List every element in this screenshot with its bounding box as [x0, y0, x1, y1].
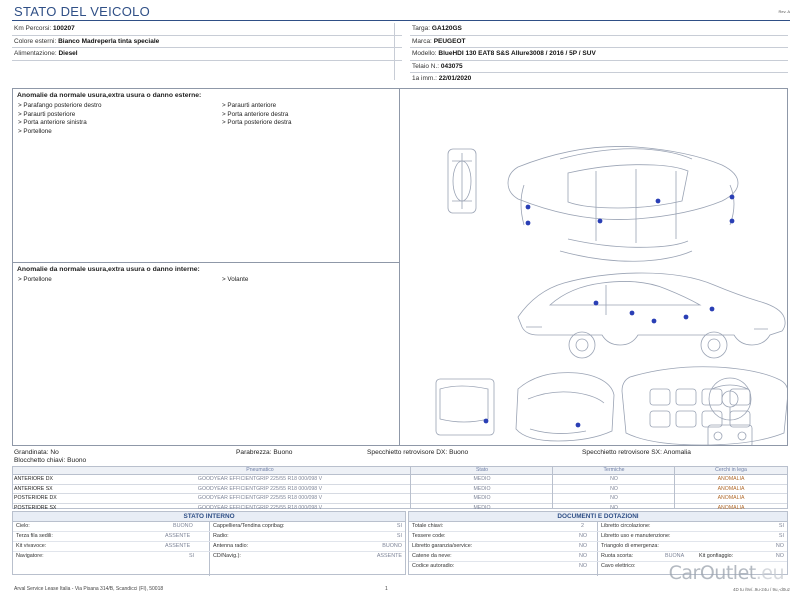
- info-label: 1a imm.:: [412, 75, 437, 82]
- footer-code: 4D tu /9v/..9u-24u / 9u,-d0uz: [732, 587, 790, 592]
- parabrezza-field: [236, 449, 292, 456]
- internal-anomalies-section: [12, 262, 400, 446]
- tyre-description: GOODYEAR EFFICIENTGRIP 225/55 R18 000/098 V: [197, 476, 323, 482]
- specchietto-dx-field: [367, 449, 468, 456]
- grandinata-label: Grandinata:: [14, 449, 49, 456]
- field-value: BUONO: [382, 543, 402, 549]
- info-row: [12, 23, 402, 36]
- field-label: Codice autoradio:: [412, 563, 455, 569]
- field-label: Kit gonfiaggio:: [699, 553, 734, 559]
- info-label: Modello:: [412, 50, 437, 57]
- field-label: Antenna radio:: [213, 543, 249, 549]
- field-value: SI: [396, 533, 402, 539]
- list-item: > Volante: [222, 276, 249, 283]
- blocchetto-label: Blocchetto chiavi:: [14, 457, 66, 464]
- field-value: ASSENTE: [376, 553, 402, 559]
- field-label: Tessere code:: [412, 533, 446, 539]
- field-value: NO: [775, 553, 784, 559]
- header-divider: [12, 20, 790, 21]
- table-row: [409, 532, 787, 542]
- field-value: ASSENTE: [165, 533, 191, 539]
- field-value: SI: [778, 533, 784, 539]
- vehicle-info: [12, 23, 788, 80]
- tyre-position: ANTERIORE SX: [14, 485, 53, 492]
- field-label: Cavo elettrico:: [601, 563, 636, 569]
- field-value: BUONO: [173, 523, 193, 529]
- field-label: Libretto garanzia/service:: [412, 543, 473, 549]
- col-header-termiche: Termiche: [603, 467, 625, 473]
- parabrezza-value: Buono: [273, 449, 293, 456]
- tyre-col-divider: [552, 466, 553, 509]
- info-label: Telaio N.:: [412, 62, 440, 70]
- list-item: > Porta anteriore sinistra: [18, 119, 87, 127]
- info-value: 043075: [440, 62, 463, 70]
- list-item: > Portellone: [18, 276, 52, 283]
- external-anomalies-col2: [222, 102, 402, 128]
- info-label: Km Percorsi:: [14, 25, 52, 32]
- table-row: [12, 485, 788, 495]
- specchietto-dx-label: Specchietto retrovisore DX:: [367, 449, 448, 456]
- list-item: > Paraurti posteriore: [18, 110, 76, 118]
- tyre-termiche: NO: [610, 504, 618, 511]
- tyre-stato: MEDIO: [473, 476, 491, 482]
- info-label: Targa:: [412, 25, 431, 32]
- table-row: [409, 522, 787, 532]
- table-row: [409, 542, 787, 552]
- tyre-cerchi: ANOMALIA: [717, 476, 745, 482]
- external-anomalies-section: [12, 88, 400, 262]
- field-label: Libretto circolazione:: [601, 523, 651, 529]
- field-label: Triangolo di emergenza:: [601, 543, 659, 549]
- info-value: 100207: [53, 25, 75, 32]
- list-item: > Porta posteriore destra: [222, 119, 292, 127]
- tyre-cerchi: ANOMALIA: [717, 504, 745, 511]
- tyre-header-row: [12, 466, 788, 475]
- revision-tag: Rev. A: [778, 9, 790, 14]
- internal-anomalies-col1: [18, 276, 208, 285]
- field-value: NO: [579, 533, 588, 539]
- tyre-cerchi: ANOMALIA: [717, 485, 745, 492]
- field-label: Radio:: [213, 533, 229, 539]
- field-value: NO: [579, 563, 588, 569]
- list-item: > Parafango posteriore destro: [18, 102, 102, 109]
- field-label: Navigatore:: [16, 553, 44, 559]
- tyre-cerchi: ANOMALIA: [717, 495, 745, 502]
- parabrezza-label: Parabrezza:: [236, 449, 272, 456]
- table-row: [12, 494, 788, 504]
- info-value: Diesel: [58, 50, 78, 57]
- footer-company: Arval Service Lease Italia - Via Pisana 314/B, Scandicci (FI), 50018: [14, 586, 164, 592]
- info-label: Alimentazione:: [14, 50, 57, 57]
- info-value: Bianco Madreperla tinta speciale: [58, 37, 160, 45]
- field-label: Ruota scorta:: [601, 553, 634, 559]
- field-value: NO: [579, 553, 588, 559]
- info-row: [12, 48, 402, 61]
- tyre-position: POSTERIORE SX: [14, 504, 57, 511]
- tyre-position: ANTERIORE DX: [14, 476, 53, 482]
- info-label: Marca:: [412, 37, 432, 45]
- field-label: Kit vivavoce:: [16, 543, 47, 549]
- field-value: SI: [396, 523, 402, 529]
- external-anomalies-col1: [18, 102, 208, 136]
- list-item: > Portellone: [18, 127, 52, 135]
- field-value: NO: [579, 543, 588, 549]
- field-label: CD/Navig.):: [213, 553, 241, 559]
- field-label: Totale chiavi:: [412, 523, 444, 529]
- tyre-description: GOODYEAR EFFICIENTGRIP 225/55 R18 000/098 V: [197, 504, 323, 511]
- tyre-stato: MEDIO: [473, 495, 491, 502]
- specchietto-sx-value: Anomalia: [663, 449, 691, 456]
- page-title: STATO DEL VEICOLO: [14, 4, 151, 19]
- field-value: 2: [581, 523, 584, 529]
- blocchetto-value: Buono: [67, 457, 87, 464]
- info-value: GA120GS: [431, 25, 462, 32]
- table-row: [409, 552, 787, 562]
- table-row: [13, 522, 405, 532]
- internal-anomalies-col2: [222, 276, 402, 285]
- list-item: > Porta anteriore destra: [222, 110, 289, 118]
- table-row: [13, 532, 405, 542]
- info-row: [410, 23, 788, 36]
- info-value: 22/01/2020: [438, 75, 472, 82]
- damage-markers: [484, 195, 735, 428]
- tyre-col-divider: [674, 466, 675, 509]
- list-item: > Paraurti anteriore: [222, 102, 277, 109]
- tyre-col-divider: [410, 466, 411, 509]
- info-label: Colore esterni:: [14, 37, 57, 45]
- tyre-stato: MEDIO: [473, 504, 491, 511]
- tyre-description: GOODYEAR EFFICIENTGRIP 225/55 R18 000/098 V: [197, 485, 323, 492]
- field-value: BUONA: [665, 553, 685, 559]
- watermark: [669, 562, 784, 584]
- footer-page-number: 1: [385, 586, 388, 592]
- field-label: Cielo:: [16, 523, 30, 529]
- specchietto-dx-value: Buono: [449, 449, 469, 456]
- tyre-termiche: NO: [610, 495, 618, 502]
- tyre-description: GOODYEAR EFFICIENTGRIP 225/55 R18 000/098 V: [197, 495, 323, 502]
- tyre-termiche: NO: [610, 476, 618, 482]
- vehicle-diagram: [400, 89, 787, 445]
- field-label: Libretto uso e manutenzione:: [601, 533, 671, 539]
- info-row: [12, 36, 402, 49]
- info-row: [410, 73, 788, 85]
- col-header-pneumatico: Pneumatico: [246, 467, 274, 473]
- tyre-termiche: NO: [610, 485, 618, 492]
- info-value: PEUGEOT: [433, 37, 466, 45]
- blocchetto-field: [14, 457, 86, 464]
- info-row: [410, 48, 788, 61]
- info-row: [410, 61, 788, 74]
- tyre-table: [12, 466, 788, 509]
- external-anomalies-heading: Anomalie da normale usura,extra usura o danno esterne:: [17, 92, 202, 99]
- specchietto-sx-label: Specchietto retrovisore SX:: [582, 449, 662, 456]
- field-value: ASSENTE: [165, 543, 191, 549]
- field-label: Cappelliera/Tendina copribag:: [213, 523, 285, 529]
- table-row: [12, 475, 788, 485]
- col-header-cerchi: Cerchi in lega: [715, 467, 747, 473]
- grandinata-field: [14, 449, 59, 456]
- grandinata-value: No: [50, 449, 59, 456]
- interior-panel-title: STATO INTERNO: [13, 512, 405, 522]
- table-row: [13, 552, 405, 561]
- info-value: BlueHDI 130 EAT8 S&S Allure3008 / 2016 / 5P / SUV: [438, 50, 596, 57]
- field-label: Terza fila sedili:: [16, 533, 53, 539]
- col-header-stato: Stato: [475, 467, 489, 473]
- internal-anomalies-heading: Anomalie da normale usura,extra usura o danno interne:: [17, 266, 200, 273]
- field-value: NO: [775, 543, 784, 549]
- vehicle-info-left: [12, 23, 402, 61]
- specchietto-sx-field: [582, 449, 691, 456]
- tyre-position: POSTERIORE DX: [14, 495, 57, 502]
- vehicle-info-right: [410, 23, 788, 85]
- field-value: SI: [189, 553, 195, 559]
- table-row: [13, 542, 405, 552]
- field-label: Catene da neve:: [412, 553, 452, 559]
- field-value: SI: [778, 523, 784, 529]
- watermark-text: CarOutlet: [668, 562, 756, 584]
- watermark-suffix: .eu: [755, 562, 784, 584]
- info-row: [410, 36, 788, 49]
- documents-panel-title: DOCUMENTI E DOTAZIONI: [409, 512, 787, 522]
- tyre-stato: MEDIO: [473, 485, 491, 492]
- interior-panel: [12, 511, 406, 575]
